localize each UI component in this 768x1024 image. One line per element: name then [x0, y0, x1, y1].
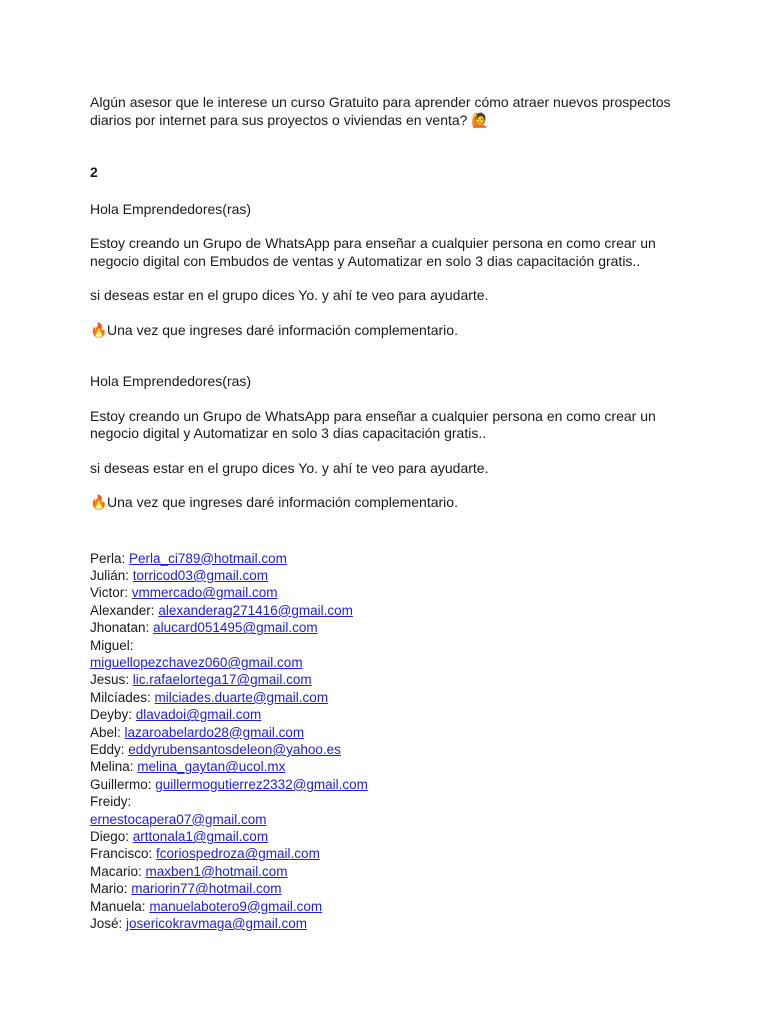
contact-row [90, 550, 690, 567]
message-body: Estoy creando un Grupo de WhatsApp para enseñar a cualquier persona en como crear un negocio digital y Automatizar en solo 3 dias capacitación gratis.. [90, 407, 656, 441]
contact-name: Manuela: [90, 898, 146, 914]
contact-name: Macario: [90, 863, 142, 879]
message-block-1 [90, 201, 690, 340]
contact-email-link[interactable]: guillermogutierrez2332@gmail.com [155, 776, 368, 792]
contact-email-link[interactable]: vmmercado@gmail.com [131, 585, 278, 601]
contact-email-link[interactable]: arttonala1@gmail.com [132, 829, 269, 844]
contact-email-link[interactable]: Perla_ci789@hotmail.com [129, 550, 287, 566]
contact-list [90, 550, 690, 933]
fire-icon: 🔥 [90, 494, 108, 510]
intro-paragraph [90, 94, 690, 129]
contact-row [90, 619, 690, 636]
contact-name: Alexander: [90, 602, 155, 618]
greeting: Hola Emprendedores(ras) [90, 373, 252, 389]
contact-name: Julián: [90, 567, 130, 583]
contact-name: Eddy: [90, 741, 125, 757]
contact-email-link[interactable]: dlavadoi@gmail.com [135, 707, 262, 723]
contact-email-link[interactable]: fcoriospedroza@gmail.com [156, 846, 320, 862]
contact-name: Mario: [90, 881, 128, 897]
contact-row [90, 567, 690, 584]
contact-row [90, 793, 690, 810]
contact-name: Diego: [90, 829, 130, 844]
contact-row [90, 758, 690, 775]
contact-email-link[interactable]: maxben1@hotmail.com [145, 863, 288, 879]
contact-name: Abel: [90, 724, 121, 740]
contact-row [90, 724, 690, 741]
intro-text: Algún asesor que le interese un curso Gratuito para aprender cómo atraer nuevos prospectos diarios por internet para sus proyectos o viviendas en venta? [90, 94, 671, 128]
document-page [90, 94, 690, 932]
contact-row [90, 915, 690, 932]
contact-name: Miguel: [90, 637, 134, 653]
contact-row [90, 863, 690, 880]
greeting: Hola Emprendedores(ras) [90, 200, 252, 217]
contact-row [90, 584, 690, 601]
contact-name: Jesus: [90, 672, 130, 688]
contact-row [90, 602, 690, 619]
contact-row [90, 689, 690, 706]
raising-hand-icon: 🙋 [471, 111, 489, 128]
invite-text: si deseas estar en el grupo dices Yo. y ahí te veo para ayudarte. [90, 287, 489, 303]
message-block-2 [90, 373, 690, 512]
contact-name: Francisco: [90, 846, 153, 862]
contact-email-link[interactable]: alexanderag271416@gmail.com [158, 602, 353, 618]
contact-row [90, 741, 690, 758]
closing-line [90, 322, 690, 340]
contact-row [90, 776, 690, 793]
contact-name: Milcíades: [90, 689, 151, 705]
contact-row [90, 706, 690, 723]
contact-row [90, 654, 690, 671]
contact-name: Guillermo: [90, 776, 152, 792]
invite-text: si deseas estar en el grupo dices Yo. y ahí te veo para ayudarte. [90, 459, 489, 476]
contact-email-link[interactable]: alucard051495@gmail.com [153, 620, 318, 636]
contact-row [90, 811, 690, 828]
contact-email-link[interactable]: milciades.duarte@gmail.com [154, 689, 329, 705]
message-body: Estoy creando un Grupo de WhatsApp para enseñar a cualquier persona en como crear un negocio digital con Embudos de ventas y Automatizar en solo 3 dias capacitación gratis.. [90, 235, 656, 269]
section-number: 2 [90, 164, 98, 180]
contact-row [90, 880, 690, 897]
contact-name: Perla: [90, 550, 126, 566]
closing-text: Una vez que ingreses daré información complementario. [107, 321, 458, 338]
contact-email-link[interactable]: mariorin77@hotmail.com [131, 881, 282, 897]
contact-row [90, 898, 690, 915]
contact-email-link[interactable]: lic.rafaelortega17@gmail.com [132, 672, 312, 688]
contact-name: Melina: [90, 759, 134, 775]
contact-name: José: [90, 916, 123, 932]
contact-email-link[interactable]: eddyrubensantosdeleon@yahoo.es [128, 741, 341, 757]
closing-line [90, 494, 690, 512]
contact-email-link[interactable]: torricod03@gmail.com [132, 567, 269, 583]
contact-row [90, 671, 690, 688]
contact-email-link[interactable]: miguellopezchavez060@gmail.com [90, 654, 303, 670]
contact-row [90, 637, 690, 654]
contact-row [90, 845, 690, 862]
closing-text: Una vez que ingreses daré información complementario. [107, 494, 458, 510]
contact-email-link[interactable]: josericokravmaga@gmail.com [126, 916, 308, 932]
contact-email-link[interactable]: melina_gaytan@ucol.mx [137, 759, 286, 775]
contact-email-link[interactable]: ernestocapera07@gmail.com [90, 811, 267, 827]
contact-row [90, 828, 690, 845]
fire-icon: 🔥 [90, 321, 108, 338]
contact-email-link[interactable]: lazaroabelardo28@gmail.com [124, 724, 305, 740]
contact-email-link[interactable]: manuelabotero9@gmail.com [149, 898, 323, 914]
contact-name: Freidy: [90, 794, 132, 810]
contact-name: Victor: [90, 585, 129, 601]
contact-name: Jhonatan: [90, 620, 150, 636]
contact-name: Deyby: [90, 707, 133, 723]
